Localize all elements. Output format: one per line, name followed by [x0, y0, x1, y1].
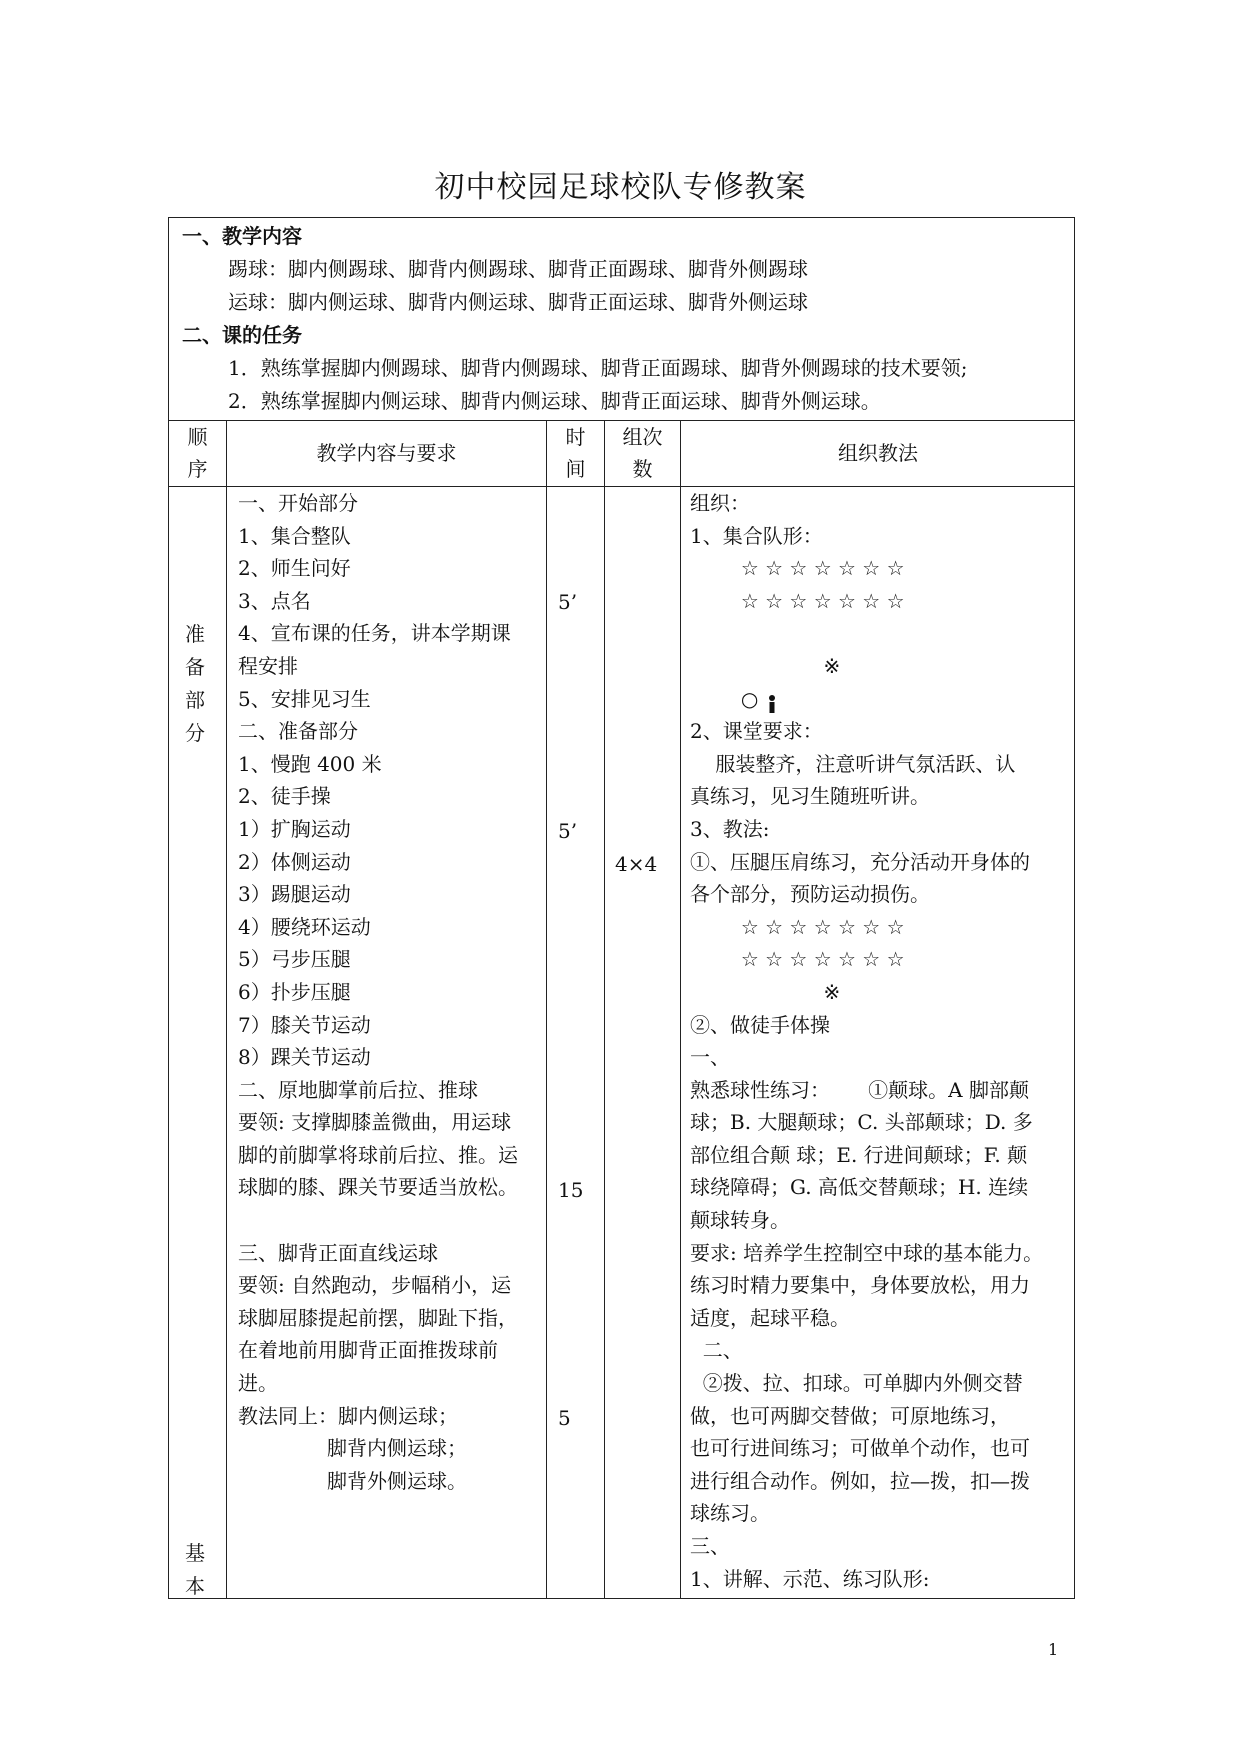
- method-line: ※: [690, 653, 841, 678]
- method-line: ☆ ☆ ☆ ☆ ☆ ☆ ☆: [690, 914, 905, 939]
- method-line: 三、: [690, 1534, 730, 1558]
- method-line: ○: [690, 686, 759, 711]
- content-line: 3、点名: [238, 588, 311, 613]
- method-column: [690, 487, 1074, 1595]
- column-rule: [680, 420, 681, 1599]
- content-line: 8）踝关节运动: [238, 1045, 371, 1070]
- content-line: 1、集合整队: [238, 523, 351, 548]
- content-line: 5、安排见习生: [238, 686, 371, 711]
- method-line: 做，也可两脚交替做；可原地练习，: [690, 1403, 1010, 1428]
- content-line: 脚背外侧运球。: [238, 1468, 468, 1493]
- method-line: ☆ ☆ ☆ ☆ ☆ ☆ ☆: [690, 588, 905, 613]
- content-line-dribble: 运球：脚内侧运球、脚背内侧运球、脚背正面运球、脚背外侧运球: [228, 290, 808, 314]
- content-line: 要领: 支撑脚膝盖微曲，用运球: [238, 1110, 512, 1135]
- method-line: ②拨、拉、扣球。可单脚内外侧交替: [690, 1371, 1023, 1396]
- order-prep-4: 分: [185, 721, 205, 745]
- content-line: 教法同上：脚内侧运球；: [238, 1403, 458, 1428]
- content-line: 球脚屈膝提起前摆，脚趾下指，: [238, 1305, 518, 1330]
- content-line: 7）膝关节运动: [238, 1012, 371, 1037]
- content-line: 二、准备部分: [238, 719, 358, 744]
- content-line: 4、宣布课的任务，讲本学期课: [238, 621, 511, 646]
- time-drill: 15: [558, 1178, 584, 1202]
- method-line: 球绕障碍；G. 高低交替颠球；H. 连续: [690, 1175, 1029, 1200]
- method-line: ☆ ☆ ☆ ☆ ☆ ☆ ☆: [690, 556, 905, 581]
- teacher-icon: [766, 694, 778, 714]
- content-line: 4）腰绕环运动: [238, 914, 371, 939]
- method-line: 2、课堂要求：: [690, 719, 823, 744]
- content-line: 5）弓步压腿: [238, 947, 351, 972]
- content-line: 1、慢跑 400 米: [238, 751, 382, 776]
- task-line-1: 1．熟练掌握脚内侧踢球、脚背内侧踢球、脚背正面踢球、脚背外侧踢球的技术要领;: [228, 356, 968, 380]
- column-rule: [604, 420, 605, 1599]
- method-line: 一、: [690, 1045, 730, 1070]
- method-line: ※: [690, 979, 841, 1004]
- header-sets: 组次 数: [622, 425, 663, 481]
- content-line: 脚背内侧运球；: [238, 1436, 468, 1461]
- method-line: 服装整齐，注意听讲气氛活跃、认: [690, 751, 1016, 776]
- method-line: 3、教法:: [690, 816, 770, 841]
- content-line: 1）扩胸运动: [238, 816, 351, 841]
- method-line: 要求: 培养学生控制空中球的基本能力。: [690, 1240, 1044, 1265]
- method-line: 部位组合颠 球；E. 行进间颠球；F. 颠: [690, 1142, 1028, 1167]
- method-line: 球；B. 大腿颠球；C. 头部颠球；D. 多: [690, 1110, 1033, 1135]
- column-rule: [546, 420, 547, 1599]
- content-line: 在着地前用脚背正面推拨球前: [238, 1338, 498, 1363]
- header-method: 组织教法: [838, 441, 918, 465]
- method-line: 二、: [690, 1338, 743, 1363]
- content-column: [238, 487, 544, 1497]
- method-line: 进行组合动作。例如，拉—拨，扣—拨: [690, 1468, 1030, 1493]
- content-line: 2）体侧运动: [238, 849, 351, 874]
- content-line: 2、师生问好: [238, 556, 351, 581]
- header-time: 时 间: [565, 425, 586, 481]
- sets-value: 4×4: [615, 852, 658, 876]
- method-line: 练习时精力要集中，身体要放松，用力: [690, 1273, 1030, 1298]
- order-prep-2: 备: [185, 655, 205, 679]
- content-line: 要领: 自然跑动，步幅稍小，运: [238, 1273, 512, 1298]
- content-line: 进。: [238, 1371, 278, 1396]
- section-heading-content: 一、教学内容: [182, 224, 302, 248]
- content-line: [238, 1204, 544, 1237]
- method-line: [690, 617, 1074, 650]
- header-order: 顺 序: [187, 425, 208, 481]
- task-line-2: 2．熟练掌握脚内侧运球、脚背内侧运球、脚背正面运球、脚背外侧运球。: [228, 389, 881, 413]
- content-line: 一、开始部分: [238, 491, 358, 515]
- method-line: ☆ ☆ ☆ ☆ ☆ ☆ ☆: [690, 947, 905, 972]
- method-line: 适度，起球平稳。: [690, 1305, 850, 1330]
- method-line: 球练习。: [690, 1501, 770, 1526]
- method-line: 也可行进间练习；可做单个动作，也可: [690, 1436, 1030, 1461]
- method-line: 真练习，见习生随班听讲。: [690, 784, 930, 809]
- method-line: 各个部分，预防运动损伤。: [690, 882, 930, 907]
- time-prep: 5’: [558, 819, 578, 843]
- section-heading-tasks: 二、课的任务: [182, 323, 302, 347]
- page-title: 初中校园足球校队专修教案: [434, 170, 807, 205]
- method-line: ②、做徒手体操: [690, 1012, 830, 1037]
- order-basic-1: 基: [185, 1541, 205, 1565]
- method-line: 组织：: [690, 491, 750, 515]
- page-number: 1: [1048, 1640, 1059, 1659]
- content-line: 二、原地脚掌前后拉、推球: [238, 1077, 478, 1102]
- method-line: ①、压腿压肩练习，充分活动开身体的: [690, 849, 1030, 874]
- content-line: 脚的前脚掌将球前后拉、推。运: [238, 1142, 518, 1167]
- method-line: 熟悉球性练习： ①颠球。A 脚部颠: [690, 1077, 1029, 1102]
- content-line: 3）踢腿运动: [238, 882, 351, 907]
- method-line: 1、集合队形：: [690, 523, 823, 548]
- method-line: 1、讲解、示范、练习队形:: [690, 1566, 930, 1591]
- content-line: 程安排: [238, 653, 298, 678]
- content-line: 6）扑步压腿: [238, 979, 351, 1004]
- method-line: 颠球转身。: [690, 1208, 790, 1233]
- content-line: 三、脚背正面直线运球: [238, 1240, 438, 1265]
- content-line: 2、徒手操: [238, 784, 331, 809]
- time-method: 5: [558, 1406, 571, 1430]
- content-line: 球脚的膝、踝关节要适当放松。: [238, 1175, 518, 1200]
- order-prep-1: 准: [185, 622, 205, 646]
- order-prep-3: 部: [185, 688, 205, 712]
- order-basic-2: 本: [185, 1574, 205, 1598]
- header-content: 教学内容与要求: [316, 441, 457, 465]
- column-rule: [226, 420, 227, 1599]
- content-line-kick: 踢球：脚内侧踢球、脚背内侧踢球、脚背正面踢球、脚背外侧踢球: [228, 257, 808, 281]
- time-start: 5’: [558, 590, 578, 614]
